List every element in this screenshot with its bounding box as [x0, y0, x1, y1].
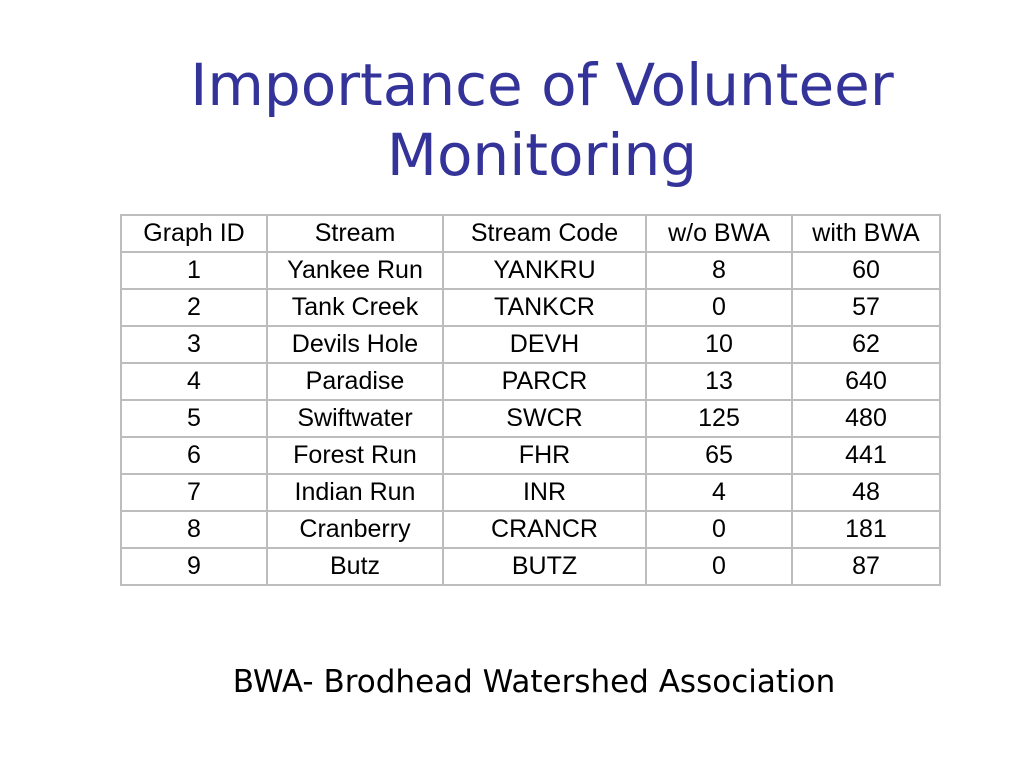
- cell-without-bwa: 10: [646, 326, 792, 363]
- cell-graph-id: 8: [121, 511, 267, 548]
- header-graph-id: Graph ID: [121, 215, 267, 252]
- cell-stream-code: DEVH: [443, 326, 646, 363]
- cell-stream-code: FHR: [443, 437, 646, 474]
- table-row: [121, 289, 940, 326]
- table-row: [121, 252, 940, 289]
- cell-graph-id: 7: [121, 474, 267, 511]
- cell-stream: Paradise: [267, 363, 443, 400]
- cell-stream-code: SWCR: [443, 400, 646, 437]
- cell-without-bwa: 0: [646, 289, 792, 326]
- cell-graph-id: 5: [121, 400, 267, 437]
- slide-title-line-2: Monitoring: [386, 121, 698, 189]
- stream-data-table: [120, 214, 941, 586]
- cell-stream: Devils Hole: [267, 326, 443, 363]
- cell-with-bwa: 87: [792, 548, 940, 585]
- cell-stream-code: TANKCR: [443, 289, 646, 326]
- cell-without-bwa: 0: [646, 548, 792, 585]
- table-row: [121, 511, 940, 548]
- cell-stream-code: YANKRU: [443, 252, 646, 289]
- cell-graph-id: 9: [121, 548, 267, 585]
- header-without-bwa: w/o BWA: [646, 215, 792, 252]
- cell-graph-id: 6: [121, 437, 267, 474]
- table-row: [121, 548, 940, 585]
- footnote-bwa-definition: BWA- Brodhead Watershed Association: [232, 664, 836, 700]
- cell-without-bwa: 0: [646, 511, 792, 548]
- header-with-bwa: with BWA: [792, 215, 940, 252]
- cell-graph-id: 1: [121, 252, 267, 289]
- cell-stream-code: PARCR: [443, 363, 646, 400]
- cell-graph-id: 4: [121, 363, 267, 400]
- header-stream-code: Stream Code: [443, 215, 646, 252]
- cell-stream-code: BUTZ: [443, 548, 646, 585]
- cell-graph-id: 3: [121, 326, 267, 363]
- table-header-row: [121, 215, 940, 252]
- slide-title-line-1: Importance of Volunteer: [190, 51, 894, 119]
- table-row: [121, 326, 940, 363]
- cell-without-bwa: 4: [646, 474, 792, 511]
- cell-stream: Cranberry: [267, 511, 443, 548]
- cell-with-bwa: 640: [792, 363, 940, 400]
- cell-stream: Butz: [267, 548, 443, 585]
- cell-with-bwa: 60: [792, 252, 940, 289]
- cell-without-bwa: 13: [646, 363, 792, 400]
- cell-with-bwa: 57: [792, 289, 940, 326]
- cell-stream: Tank Creek: [267, 289, 443, 326]
- table-row: [121, 474, 940, 511]
- cell-without-bwa: 125: [646, 400, 792, 437]
- cell-without-bwa: 65: [646, 437, 792, 474]
- slide-title: [0, 50, 1024, 190]
- cell-graph-id: 2: [121, 289, 267, 326]
- header-stream: Stream: [267, 215, 443, 252]
- table-row: [121, 437, 940, 474]
- cell-with-bwa: 181: [792, 511, 940, 548]
- cell-stream-code: INR: [443, 474, 646, 511]
- cell-stream: Swiftwater: [267, 400, 443, 437]
- cell-stream: Yankee Run: [267, 252, 443, 289]
- cell-stream: Indian Run: [267, 474, 443, 511]
- cell-with-bwa: 62: [792, 326, 940, 363]
- cell-stream: Forest Run: [267, 437, 443, 474]
- cell-with-bwa: 441: [792, 437, 940, 474]
- table-row: [121, 400, 940, 437]
- cell-with-bwa: 48: [792, 474, 940, 511]
- cell-with-bwa: 480: [792, 400, 940, 437]
- cell-without-bwa: 8: [646, 252, 792, 289]
- cell-stream-code: CRANCR: [443, 511, 646, 548]
- table-row: [121, 363, 940, 400]
